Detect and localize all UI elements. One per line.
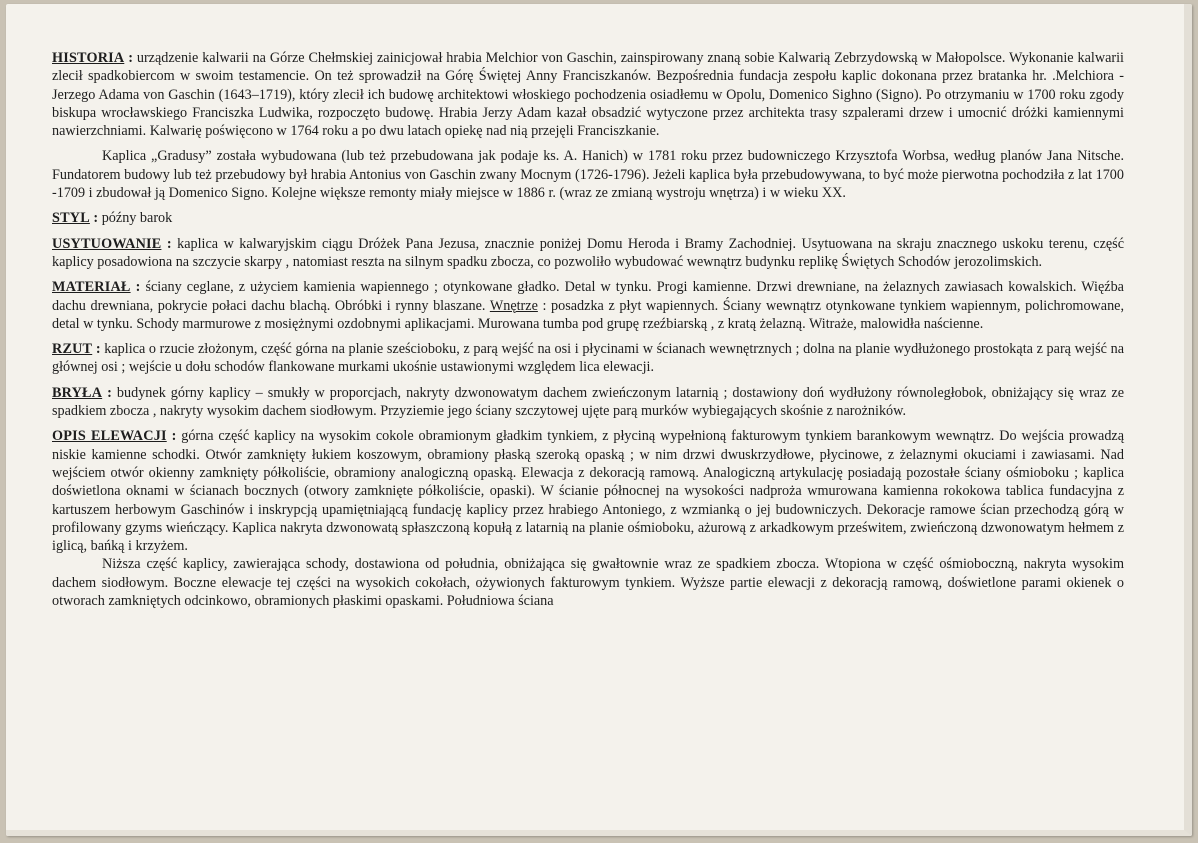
section-historia — [52, 49, 1124, 140]
separator: : — [124, 50, 137, 66]
usytuowanie-text: kaplica w kalwaryjskim ciągu Dróżek Pana Jezusa, znacznie poniżej Domu Heroda i Bramy Zachodniej. Usytuowana na skraju znacznego uskoku terenu, część kaplicy posadowiona na szczycie skarpy , natomiast reszta na silnym spadku zbocza, co pozwoliło wybudować wewnątrz budynku replikę Świętych Schodów jerozolimskich. — [52, 235, 1124, 270]
heading-material: MATERIAŁ — [52, 279, 131, 296]
opis-elewacji-text: górna część kaplicy na wysokim cokole obramionym gładkim tynkiem, z płyciną wypełnioną fakturowym tynkiem barankowym wewnątrz. Do wejścia prowadzą niskie kamienne schodki. Otwór zamknięty łukiem koszowym, obramiony płaską szeroką opaską ; w nim drzwi dwuskrzydłowe, płycinowe, z żelaznymi okuciami i zawiasami. Nad wejściem otwór okienny zamknięty półkoliście, obramiony analogiczną opaską. Elewacja z dekoracją ramową. Analogiczną artykulację posiadają pozostałe ściany ośmioboku ; kaplica doświetlona oknami w ścianach bocznych (otwory zamknięte półkoliście, opaski). W ścianie północnej na wysokości nadproża wmurowana kamienna rokokowa tablica fundacyjna z kartuszem herbowym Gaschinów i inskrypcją upamiętniającą fundację kaplicy przez hrabiego Antoniego, z wzmianką o jej budowniczych. Dekoracje ramowe ścian przechodzą górą w profilowany gzyms wieńczący. Kaplica nakryta dzwonowatą spłaszczoną kopułą z latarnią na planie ośmioboku, ażurową z arkadkowym prześwitem, zwieńczoną dzwonowatym hełmem z iglicą, bańką i krzyżem. — [52, 428, 1125, 555]
heading-usytuowanie: USYTUOWANIE — [52, 235, 162, 252]
separator: : — [161, 235, 178, 252]
wnetrze-label: Wnętrze — [489, 297, 538, 314]
separator: : — [89, 210, 102, 227]
heading-historia: HISTORIA — [52, 50, 125, 66]
rzut-text: kaplica o rzucie złożonym, część górna na planie sześcioboku, z parą wejść na osi i płycinami w ścianach wewnętrznych ; dolna na planie wydłużonego prostokąta z parą wejść na głównej osi ; wejście u dołu schodów flankowane murkami ukośnie ustawionymi względem lica elewacji. — [52, 341, 1124, 376]
separator: : — [130, 279, 146, 296]
bryla-text: budynek górny kaplicy – smukły w proporcjach, nakryty dzwonowatym dachem zwieńczonym latarnią ; dostawiony doń wydłużony równoległobok, obniżający się wraz ze spadkiem zbocza , nakryty wysokim dachem siodłowym. Przyziemie jego ściany szczytowej ujęte parą murków wybiegających skośnie z narożników. — [52, 384, 1124, 420]
paragraph-kaplica-intro: Kaplica „Gradusy” została wybudowana (lub też przebudowana jak podaje ks. A. Hanich) w 1781 roku przez budowniczego Krzysztofa Worbsa, według planów Jana Nitsche. Fundatorem budowy lub też przebudowy był hrabia Antonius von Gaschin zwany Mocnym (1726-1796). Jeżeli kaplica była przebudowywana, to być może pierwotna pochodziła z lat 1700 -1709 i zbudował ją Domenico Signo. Kolejne większe remonty miały miejsce w 1886 r. (wraz ze zmianą wystroju wnętrza) i w wieku XX. — [52, 148, 1124, 202]
material-text-before: ściany ceglane, z użyciem kamienia wapiennego ; otynkowane gładko. Detal w tynku. Progi kamienne. Drzwi drewniane, na żelaznych zawiasach kowalskich. Więźba dachu drewniana, pokrycie połaci dachu blachą. Obróbki i rynny blaszane. — [52, 279, 1124, 314]
separator: : — [102, 384, 117, 401]
section-usytuowanie — [52, 235, 1124, 272]
document-page — [6, 4, 1192, 836]
heading-bryla: BRYŁA — [52, 384, 103, 401]
document-text — [52, 49, 1124, 617]
material-text-after: : posadzka z płyt wapiennych. Ściany wewnątrz otynkowane tynkiem wapiennym, polichromowane, detal w tynku. Schody marmurowe z mosiężnymi ozdobnymi aplikacjami. Murowana tumba pod grupę rzeźbiarską , z kratą żelazną. Witraże, malowidła naścienne. — [52, 297, 1125, 332]
styl-text: późny barok — [101, 210, 173, 227]
section-styl — [52, 209, 1124, 227]
heading-styl: STYL — [52, 210, 90, 227]
section-bryla — [52, 384, 1124, 421]
separator: : — [92, 341, 105, 358]
section-rzut — [52, 340, 1124, 377]
heading-rzut: RZUT — [52, 341, 93, 358]
historia-text: urządzenie kalwarii na Górze Chełmskiej zainicjował hrabia Melchior von Gaschin, zainspirowany znaną sobie Kalwarią Zebrzydowską w Małopolsce. Wykonanie kalwarii zlecił spadkobiercom w swoim testamencie. On też sprowadził na Górę Świętej Anny Franciszkanów. Bezpośrednia fundacja zespołu kaplic dokonana przez bratanka hr. .Melchiora - Jerzego Adama von Gaschin (1643–1719), który zlecił ich budowę architektowi włoskiego pochodzenia osiadłemu w Opolu, Domenico Sighno (Signo). Po otrzymaniu w 1700 roku zgody biskupa wrocławskiego Franciszka Ludwika, rozpoczęto budowę. Hrabia Jerzy Adam kazał obsadzić wytyczone przez architekta trasy szpalerami drzew i umocnić dróżki kamiennymi nawierzchniami. Kalwarię poświęcono w 1764 roku a po dwu latach opiekę nad nią przejęli Franciszkanie. — [52, 50, 1124, 140]
heading-opis-elewacji: OPIS ELEWACJI — [52, 428, 167, 445]
separator: : — [166, 428, 182, 445]
paragraph-nizsza-czesc: Niższa część kaplicy, zawierająca schody, dostawiona od południa, obniżająca się gwałtownie wraz ze spadkiem zbocza. Wtopiona w część ośmioboczną, nakryta wysokim dachem siodłowym. Boczne elewacje tej części na wysokich cokołach, ożywionych fakturowym tynkiem. Wyższe partie elewacji z dekoracją ramową, doświetlone parami okienek o otworach zamkniętych odcinkowo, obramionych płaskimi opaskami. Południowa ściana — [52, 556, 1124, 610]
section-opis-elewacji — [52, 427, 1124, 555]
section-material — [52, 278, 1124, 333]
